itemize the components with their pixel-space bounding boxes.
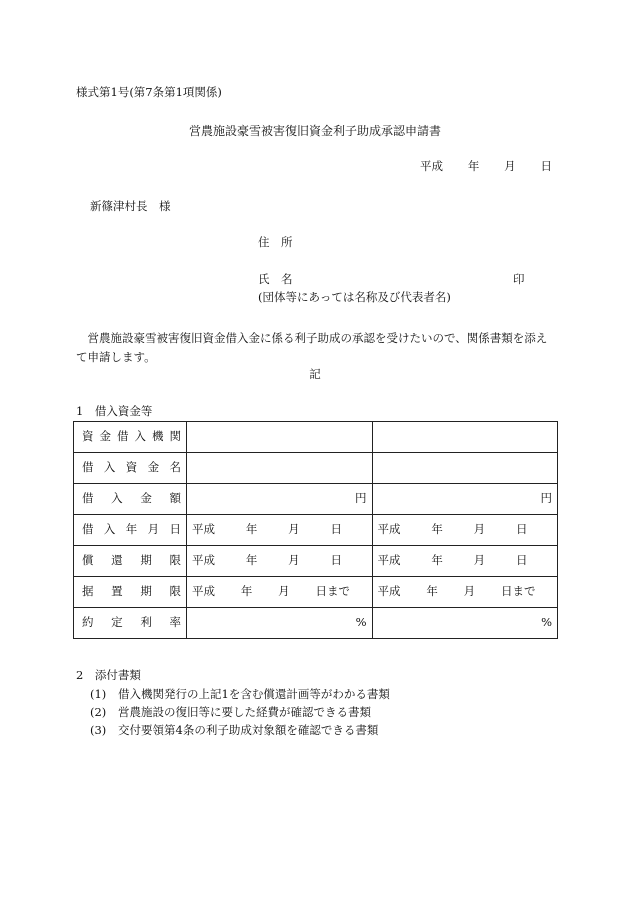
date-era: 平成 [192,553,215,568]
row-label: 借入金額 [74,484,187,515]
section2-title: 2 添付書類 [76,668,141,682]
loan-cell[interactable] [372,484,558,515]
row-label: 償還期限 [74,546,187,577]
attachment-text: 営農施設の復旧等に要した経費が確認できる書類 [118,705,371,719]
date-year: 年 [431,522,443,537]
date-era: 平成 [377,553,401,568]
loan-cell[interactable] [372,546,558,577]
date-day-until: 日まで [500,584,536,599]
document-title: 営農施設豪雪被害復旧資金利子助成承認申請書 [188,124,441,138]
row-label: 資金借入機関 [74,422,187,453]
date-month: 月 [463,584,476,599]
date-era: 平成 [377,522,401,537]
loan-cell[interactable] [372,577,558,608]
loan-cell[interactable] [187,577,373,608]
attachment-text: 交付要領第4条の利子助成対象額を確認できる書類 [118,723,379,737]
attachment-item [90,706,371,720]
table-row [74,515,558,546]
date-month: 月 [288,522,300,537]
attachment-number: (2) [90,705,107,719]
table-row [74,608,558,639]
date-month: 月 [278,584,290,599]
table-row [74,422,558,453]
date-day: 日 [330,553,342,568]
attachment-number: (1) [90,687,107,701]
date-era: 平成 [377,584,401,599]
date-year: 年 [245,553,258,568]
table-row [74,484,558,515]
date-day: 日 [515,553,528,568]
addressee: 新篠津村長 様 [90,199,171,213]
unit-percent: % [355,615,367,630]
date-month: 月 [473,522,486,537]
ki-mark: 記 [309,367,321,381]
row-label: 借入資金名 [74,453,187,484]
row-label: 約定利率 [74,608,187,639]
date-day: 日 [330,522,342,537]
date-era: 平成 [420,159,443,173]
date-year: 年 [426,584,438,599]
table-row [74,453,558,484]
seal-mark: 印 [513,272,525,286]
loan-cell[interactable] [372,515,558,546]
date-era: 平成 [192,584,215,599]
application-date [420,160,552,174]
loan-cell[interactable] [187,453,373,484]
loan-cell[interactable] [372,608,558,639]
loan-cell[interactable] [187,422,373,453]
unit-yen: 円 [540,491,552,506]
name-note: (団体等にあっては名称及び代表者名) [258,290,451,304]
date-year: 年 [431,553,443,568]
date-year: 年 [240,584,253,599]
name-label: 氏 名 [258,272,293,286]
attachment-text: 借入機関発行の上記1を含む償還計画等がわかる書類 [118,687,390,701]
loan-cell[interactable] [372,453,558,484]
loan-table [73,421,558,639]
date-day: 日 [540,159,552,173]
form-number: 様式第1号(第7条第1項関係) [76,85,222,99]
loan-cell[interactable] [187,484,373,515]
attachment-number: (3) [90,723,107,737]
address-label: 住 所 [258,235,293,249]
date-day: 日 [515,522,528,537]
attachment-item [90,688,390,702]
date-month: 月 [288,553,300,568]
loan-cell[interactable] [187,546,373,577]
unit-yen: 円 [355,491,367,506]
date-month: 月 [473,553,486,568]
table-row [74,577,558,608]
row-label: 借入年月日 [74,515,187,546]
date-day-until: 日まで [315,584,350,599]
loan-cell[interactable] [187,515,373,546]
loan-cell[interactable] [187,608,373,639]
row-label: 据置期限 [74,577,187,608]
unit-percent: % [541,615,552,630]
section1-title: 1 借入資金等 [76,404,153,418]
date-year: 年 [467,159,480,173]
loan-cell[interactable] [372,422,558,453]
date-year: 年 [245,522,258,537]
table-row [74,546,558,577]
request-text: 営農施設豪雪被害復旧資金借入金に係る利子助成の承認を受けたいので、関係書類を添えて申請します。 [76,331,548,364]
attachment-item [90,724,378,738]
date-month: 月 [504,159,516,173]
date-era: 平成 [192,522,215,537]
